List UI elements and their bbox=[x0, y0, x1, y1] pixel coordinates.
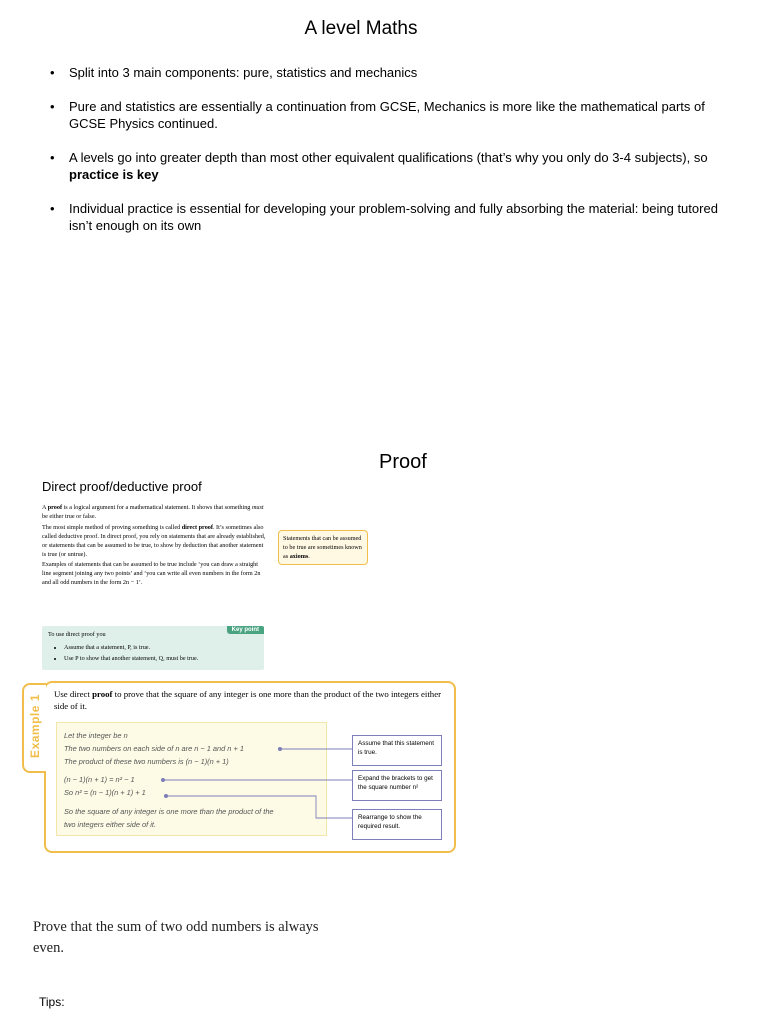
annotation-note: Expand the brackets to get the square number n² bbox=[352, 770, 442, 801]
solution-line: So n² = (n − 1)(n + 1) + 1 bbox=[64, 788, 146, 797]
example-question: Use direct proof to prove that the square of any integer is one more than the product of the two integers either side of it. bbox=[54, 689, 442, 711]
section-title: Proof bbox=[379, 451, 427, 473]
intro-paragraph: A proof is a logical argument for a mathematical statement. It shows that something must be either true or false. bbox=[42, 504, 264, 520]
tips-label: Tips: bbox=[39, 995, 65, 1009]
bullet-glyph: • bbox=[50, 99, 55, 114]
intro-paragraph: The most simple method of proving something is called direct proof. It’s sometimes also called deductive proof. In direct proof, you rely on statements that are already established, or statements that can be assumed to be true, to show by deduction that another statement is true (or untrue). bbox=[42, 523, 266, 558]
annotation-note: Rearrange to show the required result. bbox=[352, 809, 442, 840]
bullet-glyph: • bbox=[50, 150, 55, 165]
key-point-badge: Key point bbox=[227, 626, 264, 634]
section-subtitle: Direct proof/deductive proof bbox=[42, 479, 202, 494]
solution-line: So the square of any integer is one more than the product of the bbox=[64, 807, 274, 816]
solution-line: two integers either side of it. bbox=[64, 820, 157, 829]
connector-line bbox=[166, 796, 352, 818]
list-item: • Assume that a statement, P, is true. bbox=[64, 642, 198, 653]
bullet-bold-text: practice is key bbox=[69, 167, 159, 182]
page-title: A level Maths bbox=[304, 18, 418, 39]
annotation-note: Assume that this statement is true. bbox=[352, 735, 442, 766]
solution-line: Let the integer be n bbox=[64, 731, 128, 740]
practice-question: Prove that the sum of two odd numbers is always even. bbox=[33, 919, 319, 956]
bullet-text: Individual practice is essential for developing your problem-solving and fully absorbing the material: being tutored isn’t enough on its own bbox=[69, 201, 718, 233]
solution-line: (n − 1)(n + 1) = n² − 1 bbox=[64, 775, 135, 784]
bullet-text: Split into 3 main components: pure, statistics and mechanics bbox=[69, 65, 418, 80]
connector-dot bbox=[278, 747, 281, 750]
connector-dot bbox=[161, 778, 164, 781]
solution-line: The product of these two numbers is (n − 1)(n + 1) bbox=[64, 757, 229, 766]
bullet-glyph: • bbox=[50, 65, 55, 80]
connector-dot bbox=[164, 794, 167, 797]
solution-line: The two numbers on each side of n are n − 1 and n + 1 bbox=[64, 744, 244, 753]
bullet-glyph: • bbox=[50, 201, 55, 216]
side-note: Statements that can be assumed to be true are sometimes known as axioms. bbox=[278, 530, 368, 565]
bullet-text: A levels go into greater depth than most other equivalent qualifications (that’s why you only do 3-4 subjects), so bbox=[69, 150, 708, 165]
list-item: • Use P to show that another statement, Q, must be true. bbox=[64, 653, 198, 664]
intro-paragraph: Examples of statements that can be assumed to be true include ‘you can draw a straight line segment joining any two points’ and ‘you can write all even numbers in the form 2n and all odd numbers in the form 2n − 1’. bbox=[42, 561, 261, 587]
example-label: Example 1 bbox=[28, 694, 42, 758]
bullet-text: Pure and statistics are essentially a continuation from GCSE, Mechanics is more like the mathematical parts of GCSE Physics continued. bbox=[69, 99, 705, 131]
key-point-title: To use direct proof you bbox=[48, 631, 106, 638]
